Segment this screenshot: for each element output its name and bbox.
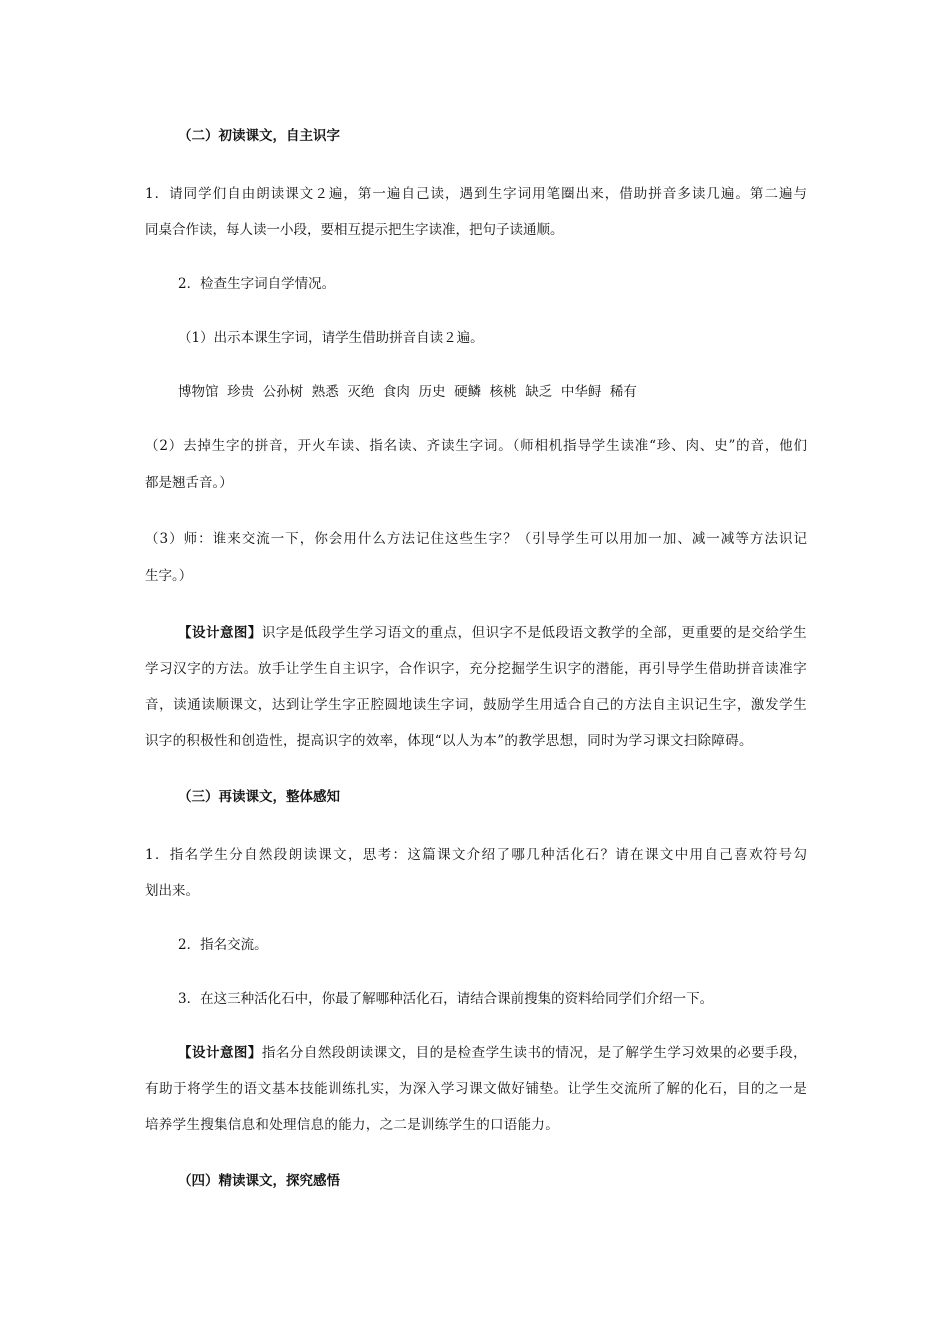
design-intent-text: 指名分自然段朗读课文，目的是检查学生读书的情况，是了解学生学习效果的必要手段， [261, 1045, 807, 1061]
s2-paragraph-3: （1）出示本课生字词，请学生借助拼音自读２遍。 [178, 330, 484, 346]
section-4-heading: （四）精读课文，探究感悟 [178, 1173, 340, 1189]
design-intent-text: 识字是低段学生学习语文的重点，但识字不是低段语文教学的全部，更重要的是交给学生 [261, 625, 807, 641]
s2-design-intent-line-4: 识字的积极性和创造性，提高识字的效率，体现“以人为本”的教学思想，同时为学习课文扫除障碍。 [145, 733, 753, 749]
s2-paragraph-1-line-1: 1．请同学们自由朗读课文２遍，第一遍自己读，遇到生字词用笔圈出来，借助拼音多读几遍。第二遍与 [145, 186, 807, 202]
s2-design-intent-line-1 [178, 624, 807, 642]
s3-paragraph-3: 3．在这三种活化石中，你最了解哪种活化石，请结合课前搜集的资料给同学们介绍一下。 [178, 991, 714, 1007]
s2-paragraph-5-line-1: （3）师：谁来交流一下，你会用什么方法记住这些生字？（引导学生可以用加一加、减一减等方法识记 [145, 531, 807, 547]
s2-paragraph-4-line-1: （2）去掉生字的拼音，开火车读、指名读、齐读生字词。（师相机指导学生读准“珍、肉、史”的音，他们 [145, 438, 807, 454]
section-2-heading: （二）初读课文，自主识字 [178, 128, 340, 144]
s3-paragraph-1-line-1: 1．指名学生分自然段朗读课文，思考：这篇课文介绍了哪几种活化石？请在课文中用自己喜欢符号勾 [145, 847, 807, 863]
s2-paragraph-5-line-2: 生字。） [145, 568, 193, 584]
design-intent-label: 【设计意图】 [178, 625, 262, 641]
s3-paragraph-2: 2．指名交流。 [178, 937, 268, 953]
s2-paragraph-2: 2．检查生字词自学情况。 [178, 276, 336, 292]
s2-paragraph-4-line-2: 都是翘舌音。） [145, 475, 233, 491]
s2-design-intent-line-3: 音，读通读顺课文，达到让学生字正腔圆地读生字词，鼓励学生用适合自己的方法自主识记生字，激发学生 [145, 697, 807, 713]
s3-design-intent-line-2: 有助于将学生的语文基本技能训练扎实，为深入学习课文做好铺垫。让学生交流所了解的化石，目的之一是 [145, 1081, 807, 1097]
vocabulary-list: 博物馆 珍贵 公孙树 熟悉 灭绝 食肉 历史 硬鳞 核桃 缺乏 中华鲟 稀有 [178, 384, 637, 400]
s2-design-intent-line-2: 学习汉字的方法。放手让学生自主识字，合作识字，充分挖掘学生识字的潜能，再引导学生借助拼音读准字 [145, 661, 807, 677]
section-3-heading: （三）再读课文，整体感知 [178, 789, 340, 805]
s3-design-intent-line-1 [178, 1044, 807, 1062]
s2-paragraph-1-line-2: 同桌合作读，每人读一小段，要相互提示把生字读准，把句子读通顺。 [145, 222, 564, 238]
design-intent-label: 【设计意图】 [178, 1045, 262, 1061]
s3-design-intent-line-3: 培养学生搜集信息和处理信息的能力，之二是训练学生的口语能力。 [145, 1117, 559, 1133]
s3-paragraph-1-line-2: 划出来。 [145, 883, 199, 899]
